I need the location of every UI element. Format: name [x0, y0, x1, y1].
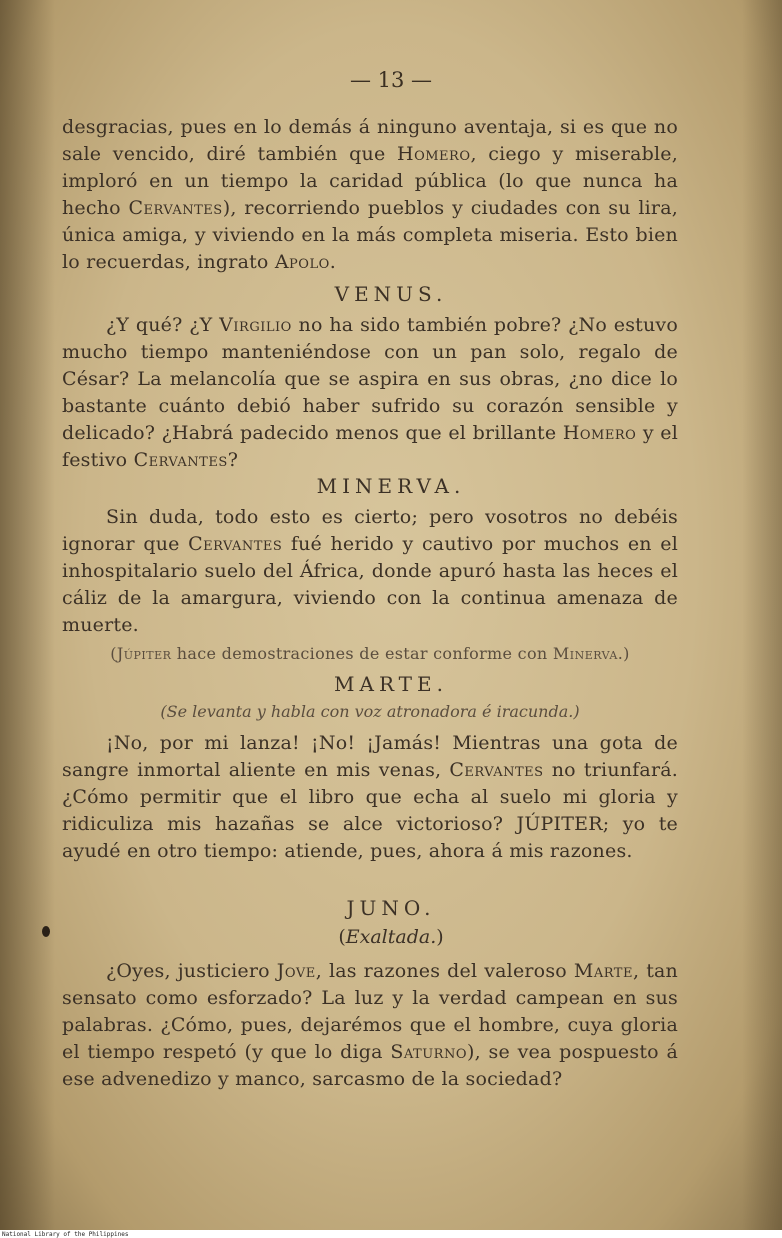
ink-blot — [42, 926, 50, 937]
speaker-marte: MARTE. — [334, 672, 448, 696]
name-cervantes: Cervantes — [133, 449, 228, 471]
speaker-minerva: MINERVA. — [316, 474, 466, 498]
paragraph-apolo: desgracias, pues en lo demás á ninguno aventaja, si es que no sale vencido, diré también que Homero, ciego y miserable, imploró en un tiempo la caridad pública (lo que nunca ha hecho Cervantes), recorriendo pueblos y ciudades con su lira, única amiga, y viviendo en la más completa miseria. Esto bien lo recuerdas, ingrato Apolo. — [62, 116, 678, 273]
paragraph-juno: ¿Oyes, justiciero Jove, las razones del valeroso Marte, tan sensato como esforzado? La luz y la verdad campean en sus palabras. ¿Cómo, pues, dejarémos que el hombre, cuya gloria el tiempo respetó (y que lo diga Saturno), se vea pospuesto á ese advenedizo y manco, sarcasmo de la sociedad? — [62, 960, 678, 1090]
name-jove: Jove — [276, 960, 316, 982]
page-number: — 13 — — [349, 68, 433, 92]
stage-direction-jupiter: (Júpiter hace demostraciones de estar conforme con Minerva.) — [110, 644, 630, 663]
name-cervantes: Cervantes — [128, 197, 223, 219]
paragraph-minerva: Sin duda, todo esto es cierto; pero vosotros no debéis ignorar que Cervantes fué herido y cautivo por muchos en el inhospitalario suelo del África, donde apuró hasta las heces el cáliz de la amargura, viviendo con la continua amenaza de muerte. — [62, 506, 678, 636]
name-cervantes: Cervantes — [188, 533, 283, 555]
name-saturno: Saturno — [390, 1041, 468, 1063]
name-jupiter: JÚPITER — [516, 813, 603, 835]
name-cervantes: Cervantes — [449, 759, 544, 781]
name-apolo: Apolo — [274, 251, 330, 273]
stage-direction-marte: (Se levanta y habla con voz atronadora é iracunda.) — [160, 702, 580, 721]
name-marte: Marte — [573, 960, 633, 982]
stage-direction-juno: (Exaltada.) — [338, 926, 444, 948]
speaker-juno: JUNO. — [346, 896, 436, 920]
library-footer: National Library of the Philippines — [2, 1231, 129, 1238]
paragraph-marte: ¡No, por mi lanza! ¡No! ¡Jamás! Mientras una gota de sangre inmortal aliente en mis venas, Cervantes no triunfará. ¿Cómo permitir que el libro que echa al suelo mi gloria y ridiculiza mis hazañas se alce victorioso? JÚPITER; yo te ayudé en otro tiempo: atiende, pues, ahora á mis razones. — [62, 732, 678, 862]
name-homero: Homero — [397, 143, 471, 165]
name-virgilio: Virgilio — [219, 314, 292, 336]
speaker-venus: VENUS. — [334, 282, 448, 306]
name-homero: Homero — [562, 422, 637, 444]
paragraph-venus: ¿Y qué? ¿Y Virgilio no ha sido también pobre? ¿No estuvo mucho tiempo manteniéndose con un pan solo, regalo de César? La melancolía que se aspira en sus obras, ¿no dice lo bastante cuánto debió haber sufrido su corazón sensible y delicado? ¿Habrá padecido menos que el brillante Homero y el festivo Cervantes? — [62, 314, 678, 471]
